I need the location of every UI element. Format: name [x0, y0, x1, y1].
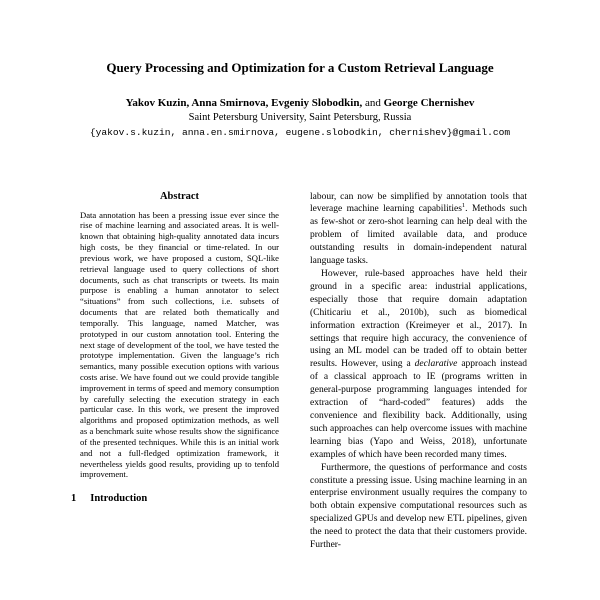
right-column — [310, 191, 527, 552]
footnote-marker: 1 — [461, 202, 466, 210]
affiliation-line: Saint Petersburg University, Saint Petersburg, Russia — [188, 112, 412, 124]
authors-line — [0, 97, 600, 110]
section-1-heading — [71, 493, 288, 504]
paper-title: Query Processing and Optimization for a Custom Retrieval Language — [106, 60, 494, 75]
left-column — [71, 191, 288, 552]
authors-connector: and — [362, 97, 384, 110]
text-segment: approach instead of a classical approach to IE (programs written in general-purpose programming languages intended for extraction of “hard-coded” features) adds the convenience and flexibility back. Additionally, using such approaches can help overcome issues with machine learning bias (Yapo and Weiss, 2018), unfortunate examples of which have been recorded many times. — [310, 359, 527, 460]
section-title: Introduction — [90, 493, 148, 505]
text-segment: However, rule-based approaches have held their ground in a specific area: industrial applications, especially those that require domain adaptation (Chiticariu et al., 2010b), such as biomedical information extraction (Kreimeyer et al., 2017). In settings that require high accuracy, the convenience of using an ML model can be traded off to obtain better results. However, using a — [310, 269, 527, 370]
author-names-group-1: Yakov Kuzin, Anna Smirnova, Evgeniy Slobodkin, — [125, 97, 363, 110]
abstract-heading: Abstract — [159, 190, 200, 202]
author-names-group-2: George Chernishev — [383, 97, 475, 110]
text-segment: Furthermore, the questions of performance and costs constitute a pressing issue. Using machine learning in an enterprise environment usually requires the company to both obtain expensive computational resources such as specialized GPUs and develop new ETL pipelines, given the need to protect the data that their customers provide. Further- — [310, 462, 527, 551]
text-segment: labour, can now be simplified by annotation tools that leverage machine learning capabilities — [310, 191, 527, 215]
body-paragraph — [310, 268, 527, 462]
body-paragraph — [310, 462, 527, 552]
email-line: {yakov.s.kuzin, anna.en.smirnova, eugene.slobodkin, chernishev}@gmail.com — [89, 126, 511, 138]
body-paragraph — [310, 191, 527, 268]
paper-header — [0, 0, 600, 138]
text-segment: declarative — [414, 359, 458, 370]
abstract-text: Data annotation has been a pressing issue ever since the rise of machine learning and associated areas. It is well-known that obtaining high-quality annotated data incurs high costs, be they financial or time-related. In our previous work, we have proposed a custom, SQL-like retrieval language used to query collections of short documents, such as chat transcripts or tweets. Its main purpose is enabling a human annotator to select “situations” from such collections, i.e. subsets of documents that are related both thematically and temporally. This language, named Matcher, was prototyped in our custom annotation tool. Entering the next stage of development of the tool, we have tested the prototype implementation. Given the language’s rich semantics, many possible execution options with various costs arise. We have found out we could provide tangible improvement in terms of speed and memory consumption by carefully selecting the execution strategy in each particular case. In this work, we present the improved algorithms and proposed optimization methods, as well as a benchmark suite whose results show the significance of the presented techniques. While this is an initial work and not a full-fledged optimization framework, it nevertheless yields good results, providing up to tenfold improvement. — [80, 209, 279, 480]
section-number: 1 — [71, 493, 77, 505]
two-column-body — [71, 191, 529, 552]
text-segment: . Methods such as few-shot or zero-shot learning can help deal with the problem of limited available data, and produce outstanding results in domain-independent natural language tasks. — [310, 204, 527, 267]
